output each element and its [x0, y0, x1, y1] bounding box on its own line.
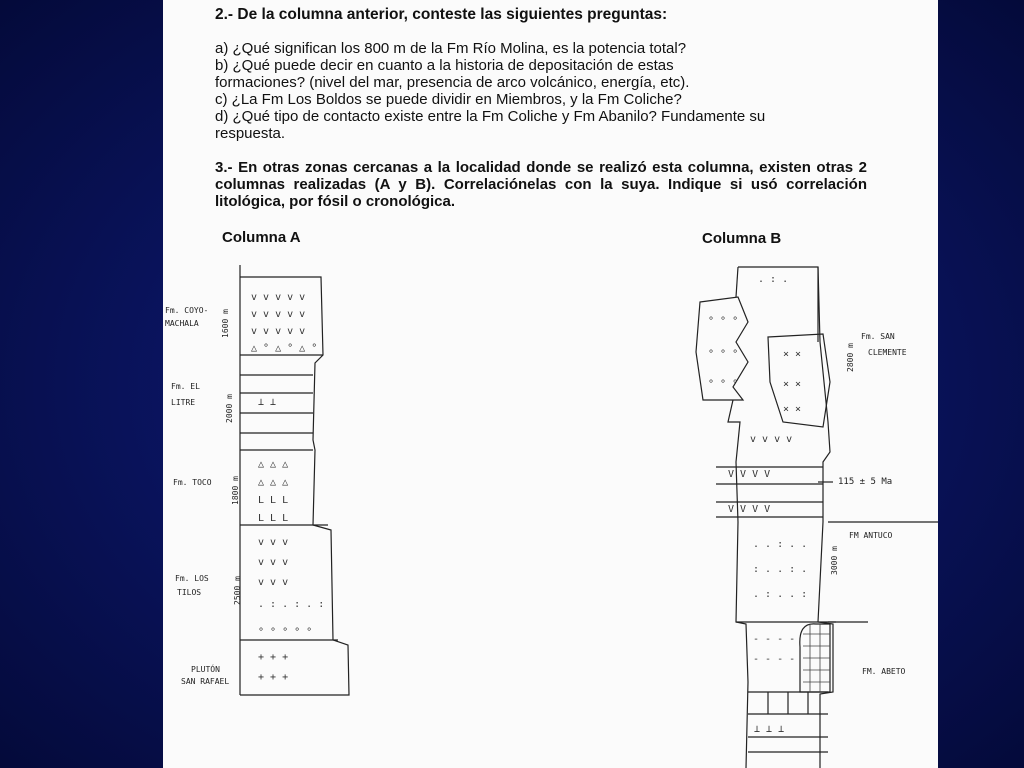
svg-text:. : . : . :: . : . : . :	[258, 599, 325, 610]
svg-text:. : .: . : .	[758, 274, 789, 285]
svg-text:⊥ ⊥: ⊥ ⊥	[258, 397, 277, 408]
column-a-label-toco: Fm. TOCO	[173, 478, 212, 487]
svg-text:v v v: v v v	[258, 537, 289, 548]
column-b-label-age: 115 ± 5 Ma	[838, 477, 893, 487]
svg-text:. : . . :: . : . . :	[753, 589, 808, 600]
column-a-title: Columna A	[222, 229, 301, 246]
svg-text:△ △ △: △ △ △	[258, 477, 289, 488]
svg-text:L L L: L L L	[258, 513, 289, 524]
column-a-thickness-toco: 1800 m	[231, 476, 240, 505]
column-a-thickness-lostilos: 2500 m	[233, 576, 242, 605]
column-b-label-sanclemente-1: Fm. SAN	[861, 332, 895, 341]
svg-text:v v v v v: v v v v v	[251, 292, 306, 303]
question-2-line-d-cont: respuesta.	[215, 125, 286, 142]
column-a-label-ellitre-2: LITRE	[171, 398, 196, 407]
column-a-label-ellitre-1: Fm. EL	[171, 382, 200, 391]
svg-text:v v v v: v v v v	[750, 434, 793, 445]
svg-text:× ×: × ×	[783, 379, 802, 390]
svg-text:v v v: v v v	[258, 577, 289, 588]
column-b-drawing	[688, 262, 938, 768]
column-a-label-coyomachala-1: Fm. COYO-	[165, 306, 209, 315]
svg-text:v v v v v: v v v v v	[251, 309, 306, 320]
question-3-text: 3.- En otras zonas cercanas a la localidad donde se realizó esta columna, existen otras 2 columnas realizadas (A y B). Correlaciónelas con la suya. Indique si usó correlación litológica, por fósil o cronológica.	[215, 159, 867, 210]
question-2-line-b-cont: formaciones? (nivel del mar, presencia de arco volcánico, energía, etc).	[215, 74, 690, 91]
document-page	[163, 0, 938, 768]
svg-text:+ + +: + + +	[258, 652, 289, 663]
svg-text:- - - -: - - - -	[753, 634, 796, 645]
column-a-label-coyomachala-2: MACHALA	[165, 319, 199, 328]
svg-text:△ △ △: △ △ △	[258, 459, 289, 470]
svg-text:v v v v v: v v v v v	[251, 326, 306, 337]
svg-text:° ° °: ° ° °	[708, 349, 739, 360]
svg-text:- - - -: - - - -	[753, 654, 796, 665]
svg-text:° ° °: ° ° °	[708, 316, 739, 327]
svg-text:V V V V: V V V V	[728, 469, 771, 480]
question-2-line-c: c) ¿La Fm Los Boldos se puede dividir en Miembros, y la Fm Coliche?	[215, 91, 682, 108]
column-b-label-abeto: FM. ABETO	[862, 667, 906, 676]
svg-text:+ + +: + + +	[258, 672, 289, 683]
question-2-line-a: a) ¿Qué significan los 800 m de la Fm Río Molina, es la potencia total?	[215, 40, 687, 57]
svg-text:° ° °: ° ° °	[708, 379, 739, 390]
svg-text:: . . : .: : . . : .	[753, 564, 808, 575]
column-a-label-pluton-2: SAN RAFAEL	[181, 677, 230, 686]
column-a-label-lostilos-1: Fm. LOS	[175, 574, 209, 583]
column-a-thickness-coyomachala: 1600 m	[221, 309, 230, 338]
svg-text:× ×: × ×	[783, 404, 802, 415]
svg-text:. . : . .: . . : . .	[753, 539, 808, 550]
svg-text:⊥ ⊥ ⊥: ⊥ ⊥ ⊥	[754, 724, 785, 735]
column-b-thickness-sanclemente: 2800 m	[846, 343, 855, 372]
question-2-title: 2.- De la columna anterior, conteste las siguientes preguntas:	[215, 6, 668, 23]
svg-text:V V V V: V V V V	[728, 504, 771, 515]
question-2-line-b: b) ¿Qué puede decir en cuanto a la historia de depositación de estas	[215, 57, 674, 74]
column-b-label-antuco: FM ANTUCO	[849, 531, 893, 540]
column-a-thickness-ellitre: 2000 m	[225, 394, 234, 423]
svg-text:° ° ° ° °: ° ° ° ° °	[258, 627, 313, 638]
column-b-title: Columna B	[702, 230, 782, 247]
svg-text:× ×: × ×	[783, 349, 802, 360]
column-a-label-lostilos-2: TILOS	[177, 588, 202, 597]
svg-text:L L L: L L L	[258, 495, 289, 506]
svg-text:v v v: v v v	[258, 557, 289, 568]
column-b-label-sanclemente-2: CLEMENTE	[868, 348, 907, 357]
column-b-thickness-antuco: 3000 m	[830, 546, 839, 575]
column-a-label-pluton-1: PLUTÓN	[191, 665, 220, 674]
svg-text:△ ° △ ° △ °: △ ° △ ° △ °	[251, 343, 318, 354]
question-2-line-d: d) ¿Qué tipo de contacto existe entre la Fm Coliche y Fm Abanilo? Fundamente su	[215, 108, 766, 125]
